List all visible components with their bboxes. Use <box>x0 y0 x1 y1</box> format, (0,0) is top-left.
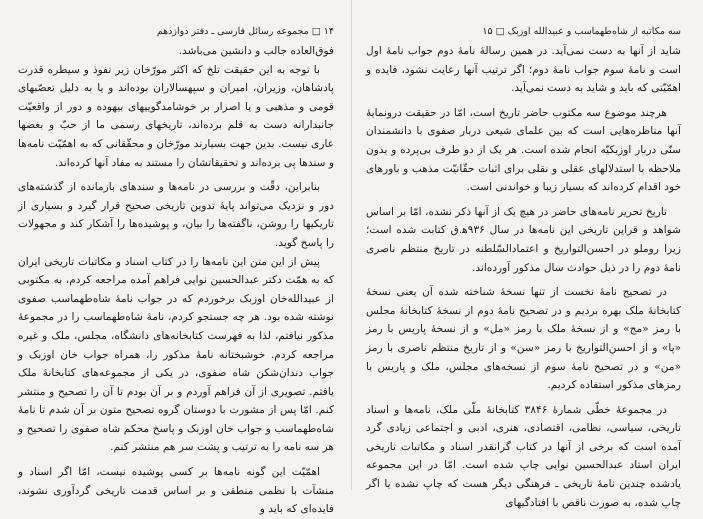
right-running-header: سه مکاتبه از شاه‌طهماسب و عبیدالله اوزبک □ ۱۵ <box>482 26 681 37</box>
left-page <box>0 0 352 516</box>
right-page-body <box>366 42 681 512</box>
right-paragraph-2: هرچند موضوع سه مکتوب حاضر تاریخ است، امّا در حقیقت درونمایهٔ آنها مناظره‌هایی است که بین علمای شیعی دربار صفوی با دانشمندان سنّی دربار اوزبکیّه انجام شده است. هر یک از دو طرف بی‌پرده و بدون ملاحظه با استدلالهای عقلی و نقلی برای اثبات حقّانیّت مذهب و باورهای خود اقدام کرده‌اند که بسیار زیبا و خواندنی است. <box>366 106 681 194</box>
left-paragraph-5: اهمّیّت این گونه نامه‌ها بر کسی پوشیده نیست، امّا اگر اسناد و منشآت با نظمی منطقی و بر اساس قدمت تاریخی گردآوری نشوند، فایده‌ای که باید و <box>18 466 334 516</box>
right-page <box>352 0 703 509</box>
right-paragraph-4: در تصحیح نامهٔ نخست از تنها نسخهٔ شناخته شده آن یعنی نسخهٔ کتابخانهٔ ملک بهره بردیم و در تصحیح نامهٔ دوم از نسخهٔ کتابخانهٔ مجلس با رمز «مج» و از نسخهٔ ملک با رمز «مل» و از نسخهٔ پاریس با رمز «پا» و از احسن‌التواریخ با رمز «سن» و از تاریخ منتظم ناصری با رمز «من» و در تصحیح نامهٔ سوم از نسخه‌های مجلس، ملک و پاریس با رمزهای مذکور استفاده کردیم. <box>366 286 681 392</box>
left-running-header: ۱۴ □ مجموعه رسائل فارسی ـ دفتر دوازدهم <box>156 26 334 37</box>
right-paragraph-5: در مجموعهٔ خطّی شمارهٔ ۳۸۴۶ کتابخانهٔ ملّی ملک، نامه‌ها و اسناد تاریخی، سیاسی، نظامی، اقتصادی، هنری، ادبی و اجتماعی زیادی گرد آمده است که برخی از آنها در کتاب گرانقدر اسناد و مکاتبات تاریخی ایران استاد عبدالحسین نوایی چاپ شده است. امّا در این مجموعه یادشده چندین نامهٔ تاریخی ـ فرهنگی دیگر هست که چاپ نشده یا اگر چاپ شده، به صورت ناقص با افتادگیهای <box>366 403 681 509</box>
right-paragraph-3: تاریخ تحریر نامه‌های حاضر در هیچ یک از آنها ذکر نشده، امّا بر اساس شواهد و قراین تاریخی این نامه‌ها در سال ۹۳۶ه‍.ق کتابت شده است؛ زیرا روملو در احسن‌التواریخ و اعتمادالسّلطنه در تاریخ منتظم ناصری نامهٔ دوم را در ذیل حوادث سال مذکور آورده‌اند. <box>366 205 681 274</box>
left-paragraph-4: پیش از این متن این نامه‌ها را در کتاب اسناد و مکاتبات تاریخی ایران که به همّت دکتر عبدالحسین نوایی فراهم آمده مراجعه کردم، به مکتوبی از عبیدالله‌خان اوزبک برخوردم که در جواب نامهٔ شاه‌طهماسب صفوی نوشته شده بود. هر چه جستجو کردم، نامهٔ شاه‌طهماسب را در مجموعهٔ مذکور نیافتم، لذا به فهرست کتابخانه‌های دانشگاه، مجلس، ملک و غیره مراجعه کردم. خوشبختانه نامهٔ مذکور را، همراه جواب خان اوزبک و جواب دندان‌شکن شاه صفوی، در یکی از مجموعه‌های کتابخانهٔ ملک یافتم. تصویری از آن فراهم آوردم و بر آن بودم تا آن را تصحیح و منتشر کنم. امّا پس از مشورت با دوستان گروه تصحیح متون بر آن شدم تا نامهٔ شاه‌طهماسب و جواب خان اوزبک و پاسخ محکم شاه صفوی را تصحیح و هر سه نامه را به ترتیب و پشت سر هم منتشر کنم. <box>18 255 334 454</box>
left-paragraph-1: فوق‌العاده جالب و دانشین می‌باشد. <box>178 45 334 57</box>
left-paragraph-3: بنابراین، دقّت و بررسی در نامه‌ها و سندهای بازمانده از گذشته‌های دور و نزدیک می‌تواند پایهٔ تدوین تاریخی صحیح قرار گیرد و بسیاری از تاریکیها را روشن، ناگفته‌ها را بیان، و پوشیده‌ها را آشکار کند و مجهولات را پاسخ گوید. <box>18 181 334 249</box>
left-page-body <box>18 42 334 519</box>
right-paragraph-1: شاید از آنها به دست نمی‌آید. در همین رسالهٔ نامهٔ دوم جواب نامهٔ اول است و نامهٔ سوم جواب نامهٔ دوم؛ اگر ترتیب آنها رعایت نشود، فایده و اهمّیّتی که باید و شاید به دست نمی‌آید. <box>366 45 681 95</box>
left-paragraph-2: با توجه به این حقیقت تلخ که اکثر مورّخان زیر نفوذ و سیطره قدرت پادشاهان، وزیران، امیران و سپهسالاران بوده‌اند و یا به دلیل تعصّبهای قومی و مذهبی و یا اصرار بر خوشامدگوییهای بیهوده و دور از واقعیّت جانبدارانه دست به قلم برده‌اند، تاریخهای رسمی ما از حبّ و بغضها عاری نیست. بدین جهت بسیارند مورّخان و محقّقانی که به اهمّیّت نامه‌ها و سندها پی برده‌اند و تحقیقاتشان را مستند به مفاد آنها کرده‌اند. <box>18 63 334 169</box>
